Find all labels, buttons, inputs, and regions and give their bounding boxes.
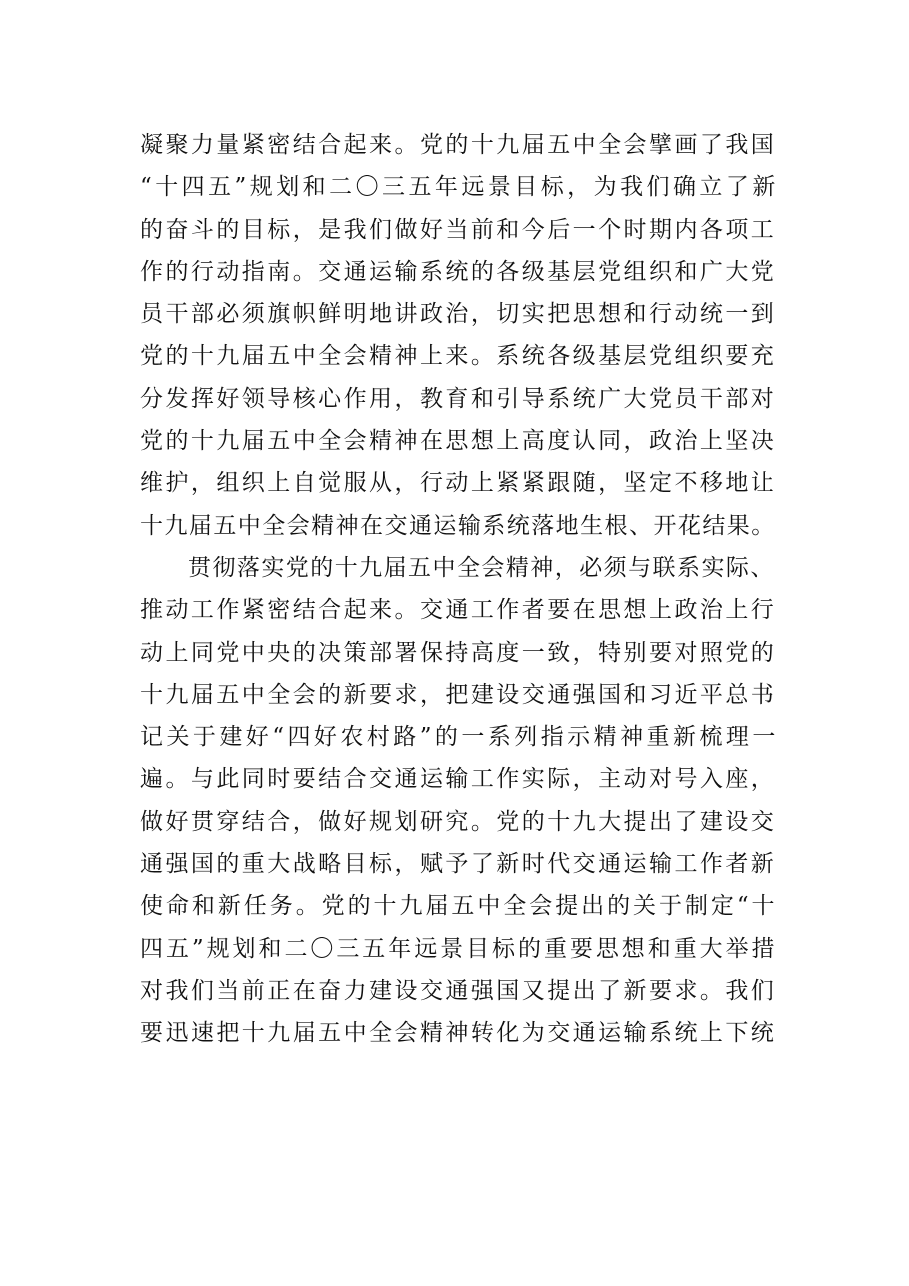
text-line-20: 四五”规划和二〇三五年远景目标的重要思想和重大举措 [140,935,778,962]
text-line-3: 的奋斗的目标，是我们做好当前和今后一个时期内各项工 [140,216,777,243]
text-line-22: 要迅速把十九届五中全会精神转化为交通运输系统上下统 [140,1020,777,1047]
text-line-5: 员干部必须旗帜鲜明地讲政治，切实把思想和行动统一到 [140,301,777,328]
text-line-2: “十四五”规划和二〇三五年远景目标，为我们确立了新 [140,174,779,201]
text-line-16: 遍。与此同时要结合交通运输工作实际，主动对号入座， [140,766,777,793]
text-line-19: 使命和新任务。党的十九届五中全会提出的关于制定“十 [140,893,778,920]
text-line-1: 凝聚力量紧密结合起来。党的十九届五中全会擘画了我国 [140,132,777,158]
text-line-4: 作的行动指南。交通运输系统的各级基层党组织和广大党 [140,258,777,285]
text-line-8: 党的十九届五中全会精神在思想上高度认同，政治上坚决 [140,428,777,455]
text-line-10: 十九届五中全会精神在交通运输系统落地生根、开花结果。 [140,512,776,539]
document-body [140,124,780,1055]
text-line-14: 十九届五中全会的新要求，把建设交通强国和习近平总书 [140,681,777,708]
paragraph-start-line: 贯彻落实党的十九届五中全会精神，必须与联系实际、 [188,554,775,581]
text-line-6: 党的十九届五中全会精神上来。系统各级基层党组织要充 [140,343,777,370]
text-line-15: 记关于建好“四好农村路”的一系列指示精神重新梳理一 [140,724,779,751]
text-line-18: 通强国的重大战略目标，赋予了新时代交通运输工作者新 [140,851,777,878]
text-line-12: 推动工作紧密结合起来。交通工作者要在思想上政治上行 [140,597,777,624]
text-line-9: 维护，组织上自觉服从，行动上紧紧跟随，坚定不移地让 [140,470,777,497]
text-line-17: 做好贯穿结合，做好规划研究。党的十九大提出了建设交 [140,808,777,835]
text-line-13: 动上同党中央的决策部署保持高度一致，特别要对照党的 [140,639,777,666]
text-line-7: 分发挥好领导核心作用，教育和引导系统广大党员干部对 [140,385,777,412]
text-line-21: 对我们当前正在奋力建设交通强国又提出了新要求。我们 [140,977,777,1004]
